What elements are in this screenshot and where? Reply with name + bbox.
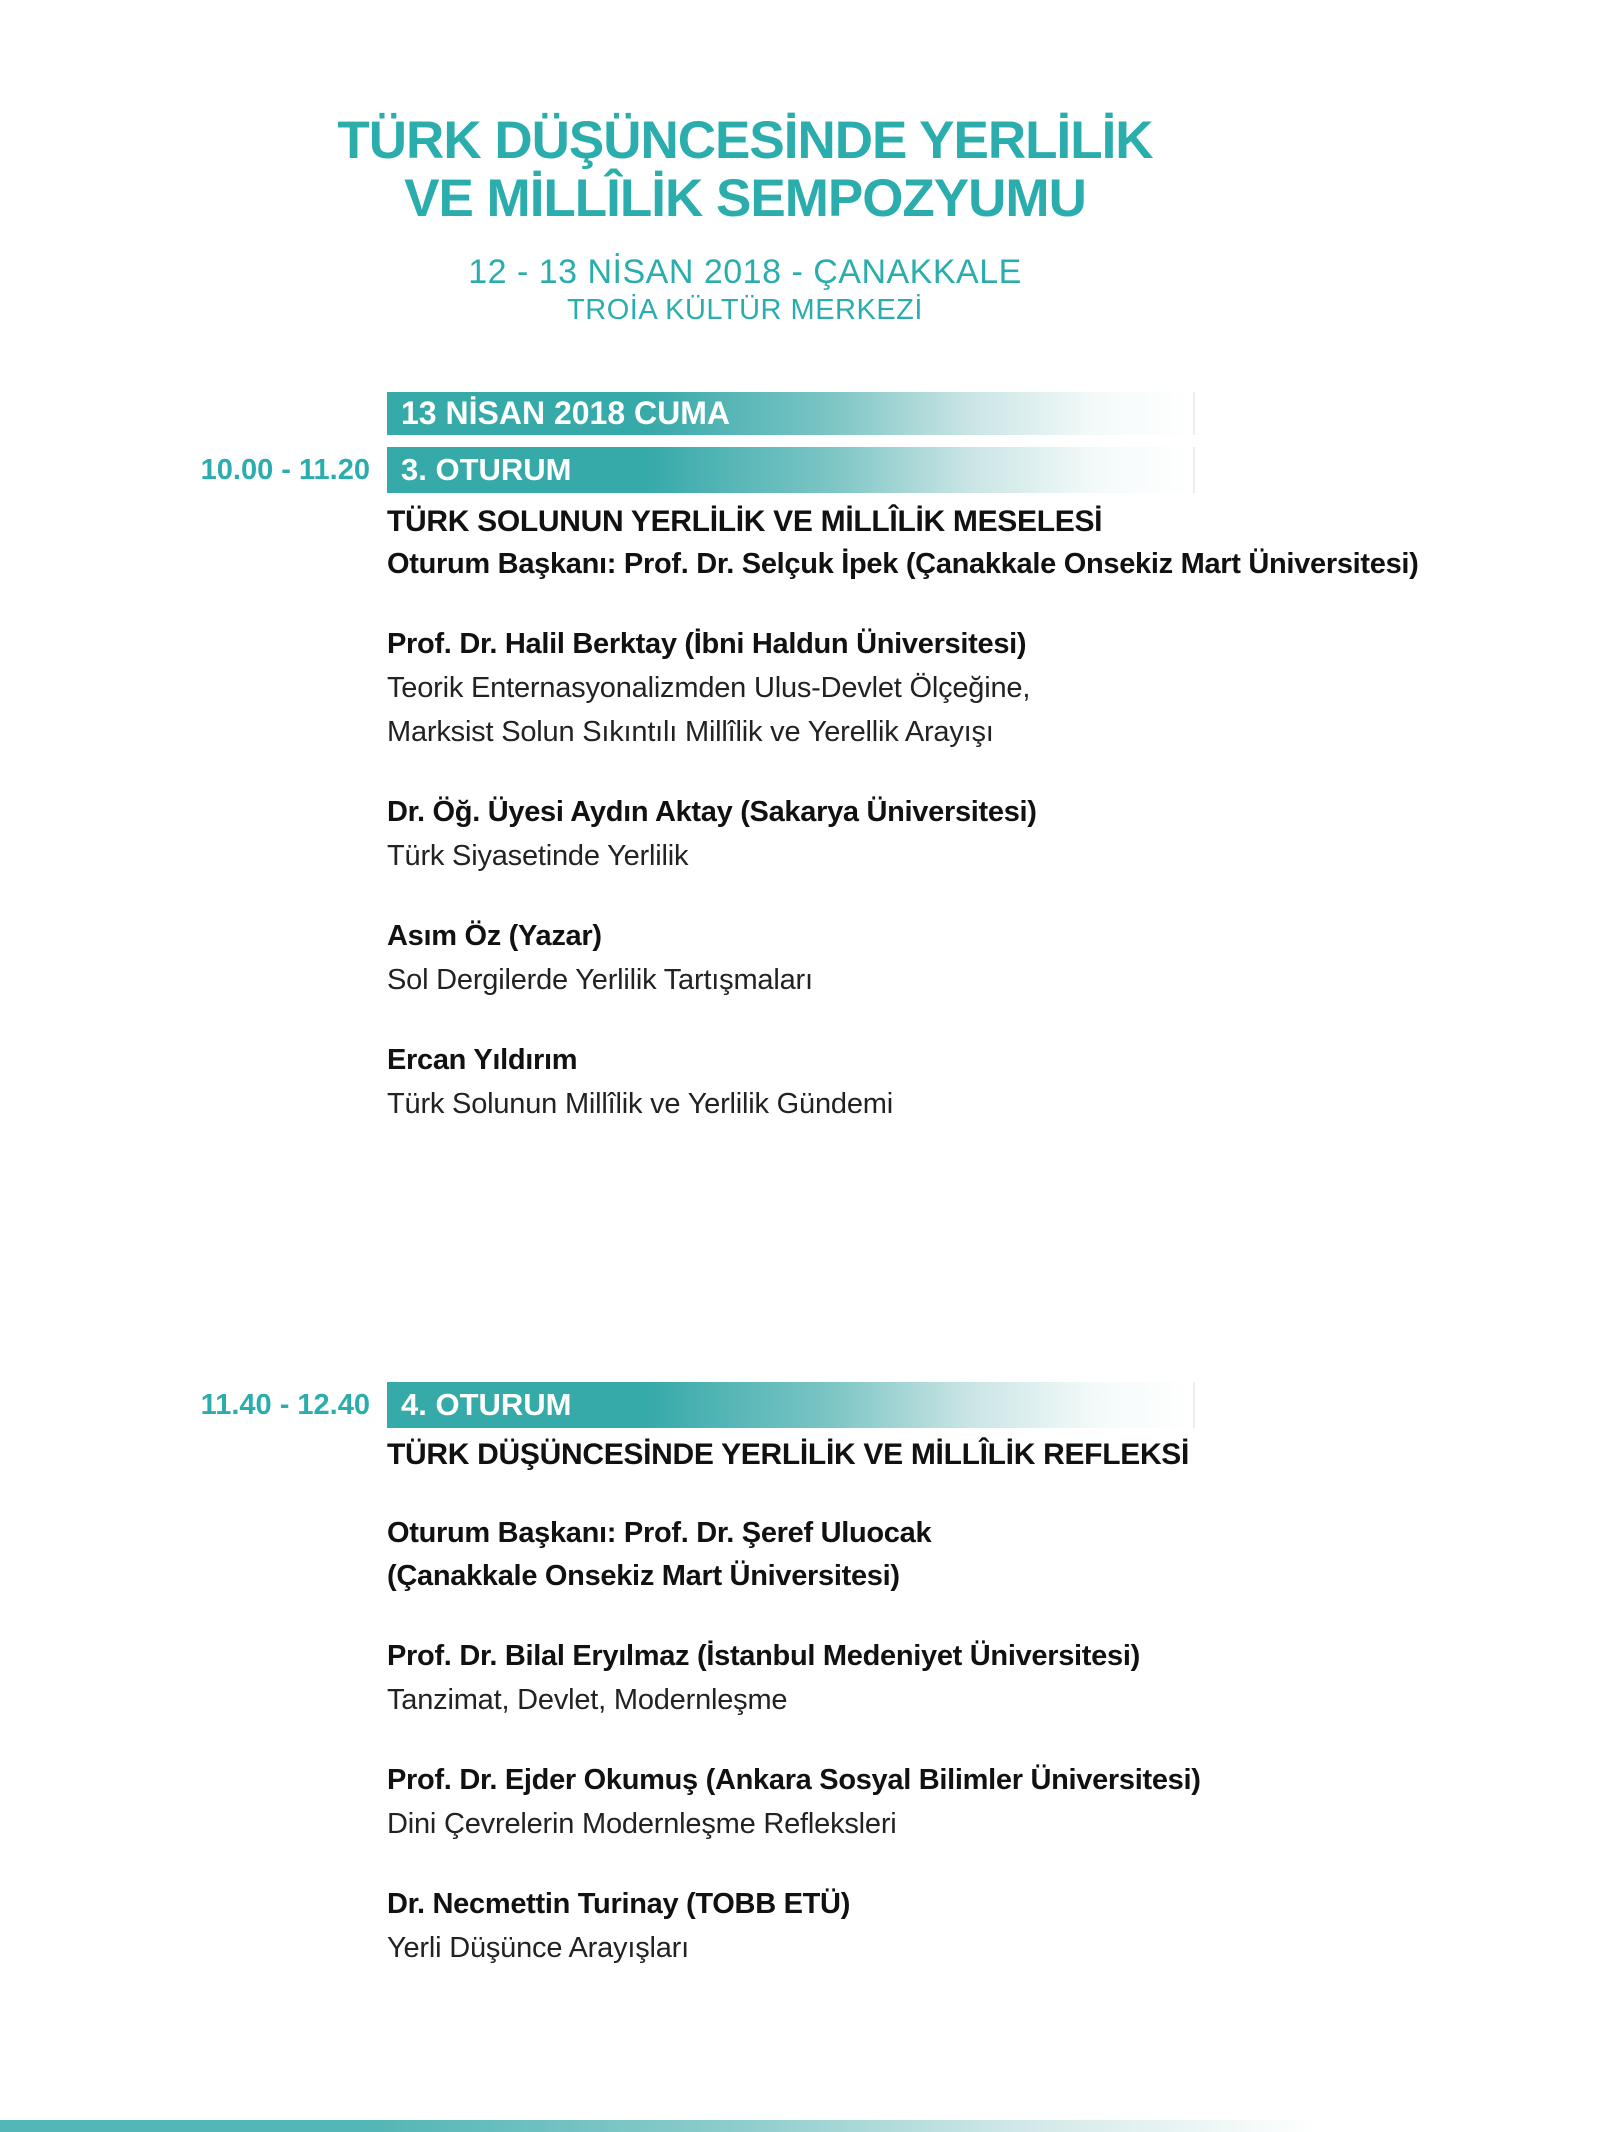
session-4-time: 11.40 - 12.40 — [200, 1389, 370, 1421]
talk-block — [387, 1038, 1407, 1126]
speaker-name: Ercan Yıldırım — [387, 1044, 578, 1076]
talk-title-line: Yerli Düşünce Arayışları — [387, 1932, 689, 1964]
session-4-banner: 4. OTURUM — [387, 1382, 1195, 1428]
day-banner: 13 NİSAN 2018 CUMA — [387, 392, 1195, 435]
talk-block — [387, 790, 1407, 878]
session-3-time: 10.00 - 11.20 — [200, 454, 370, 486]
session-4-chair-line-1: Oturum Başkanı: Prof. Dr. Şeref Uluocak — [387, 1517, 932, 1549]
session-4-chair-line-2: (Çanakkale Onsekiz Mart Üniversitesi) — [387, 1560, 900, 1592]
talk-block — [387, 1882, 1407, 1970]
session-4-title: TÜRK DÜŞÜNCESİNDE YERLİLİK VE MİLLÎLİK REFLEKSİ — [387, 1438, 1190, 1471]
symposium-title-line-1: TÜRK DÜŞÜNCESİNDE YERLİLİK — [337, 111, 1153, 170]
speaker-name: Dr. Necmettin Turinay (TOBB ETÜ) — [387, 1888, 851, 1920]
page-bottom-banner-sliver — [0, 2120, 1500, 2132]
session-3-title: TÜRK SOLUNUN YERLİLİK VE MİLLÎLİK MESELESİ — [387, 505, 1103, 538]
session-4-content — [387, 1433, 1407, 1970]
session-3-chair: Oturum Başkanı: Prof. Dr. Selçuk İpek (Çanakkale Onsekiz Mart Üniversitesi) — [387, 548, 1419, 580]
session-3-content — [387, 500, 1419, 1126]
session-3-banner: 3. OTURUM — [387, 447, 1195, 493]
talk-title-line: Dini Çevrelerin Modernleşme Refleksleri — [387, 1808, 897, 1840]
talk-title-line: Tanzimat, Devlet, Modernleşme — [387, 1684, 788, 1716]
speaker-name: Prof. Dr. Bilal Eryılmaz (İstanbul Medeniyet Üniversitesi) — [387, 1640, 1140, 1672]
talk-title-line: Teorik Enternasyonalizmden Ulus-Devlet Ölçeğine, — [387, 672, 1031, 704]
symposium-header — [100, 112, 1390, 328]
event-venue: TROİA KÜLTÜR MERKEZİ — [567, 294, 923, 326]
talk-title-line: Marksist Solun Sıkıntılı Millîlik ve Yerellik Arayışı — [387, 716, 994, 748]
speaker-name: Prof. Dr. Ejder Okumuş (Ankara Sosyal Bilimler Üniversitesi) — [387, 1764, 1201, 1796]
talk-title-line: Türk Siyasetinde Yerlilik — [387, 840, 689, 872]
talk-title-line: Türk Solunun Millîlik ve Yerlilik Gündemi — [387, 1088, 893, 1120]
speaker-name: Dr. Öğ. Üyesi Aydın Aktay (Sakarya Üniversitesi) — [387, 796, 1037, 828]
speaker-name: Asım Öz (Yazar) — [387, 920, 602, 952]
talk-block — [387, 1634, 1407, 1722]
talk-block — [387, 622, 1407, 754]
talk-title-line: Sol Dergilerde Yerlilik Tartışmaları — [387, 964, 813, 996]
talk-block — [387, 1758, 1407, 1846]
symposium-title-line-2: VE MİLLÎLİK SEMPOZYUMU — [404, 169, 1086, 228]
chair-block — [387, 1512, 1407, 1598]
speaker-name: Prof. Dr. Halil Berktay (İbni Haldun Üniversitesi) — [387, 628, 1027, 660]
event-date: 12 - 13 NİSAN 2018 - ÇANAKKALE — [468, 253, 1022, 291]
talk-block — [387, 914, 1407, 1002]
